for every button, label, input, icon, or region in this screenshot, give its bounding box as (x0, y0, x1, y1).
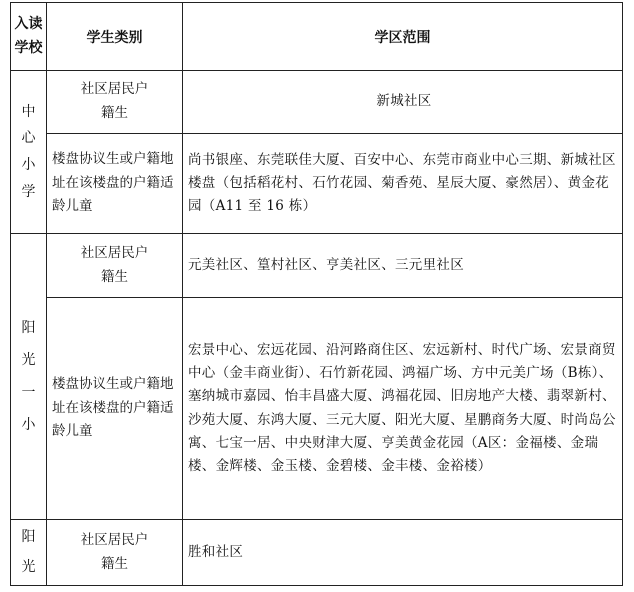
header-school: 入读学校 (11, 3, 47, 71)
header-category: 学生类别 (47, 3, 183, 71)
category-cell: 楼盘协议生或户籍地址在该楼盘的户籍适龄儿童 (47, 134, 183, 234)
category-cell: 社区居民户籍生 (47, 234, 183, 298)
school-cell: 阳光 (11, 520, 47, 586)
table-row (11, 134, 623, 234)
school-district-table (10, 2, 623, 586)
range-cell: 尚书银座、东莞联佳大厦、百安中心、东莞市商业中心三期、新城社区楼盘（包括稻花村、石竹花园、菊香苑、星辰大厦、豪然居）、黄金花园（A11 至 16 栋） (183, 134, 623, 234)
school-cell: 中心小学 (11, 71, 47, 234)
range-cell: 元美社区、篁村社区、亨美社区、三元里社区 (183, 234, 623, 298)
category-cell: 社区居民户籍生 (47, 71, 183, 134)
category-cell: 楼盘协议生或户籍地址在该楼盘的户籍适龄儿童 (47, 298, 183, 520)
header-range: 学区范围 (183, 3, 623, 71)
range-cell: 胜和社区 (183, 520, 623, 586)
school-cell: 阳光一小 (11, 234, 47, 520)
table-row (11, 298, 623, 520)
category-cell: 社区居民户籍生 (47, 520, 183, 586)
range-cell: 宏景中心、宏远花园、沿河路商住区、宏远新村、时代广场、宏景商贸中心（金丰商业街）、石竹新花园、鸿福广场、方中元美广场（B栋）、塞纳城市嘉园、怡丰昌盛大厦、鸿福花园、旧房地产大楼、翡翠新村、沙苑大厦、东鸿大厦、三元大厦、阳光大厦、星鹏商务大厦、时尚岛公寓、七宝一居、中央财津大厦、亨美黄金花园（A区：金福楼、金瑞楼、金辉楼、金玉楼、金碧楼、金丰楼、金裕楼） (183, 298, 623, 520)
table-row (11, 234, 623, 298)
table-header-row (11, 3, 623, 71)
table-row (11, 71, 623, 134)
table-row (11, 520, 623, 586)
range-cell: 新城社区 (183, 71, 623, 134)
